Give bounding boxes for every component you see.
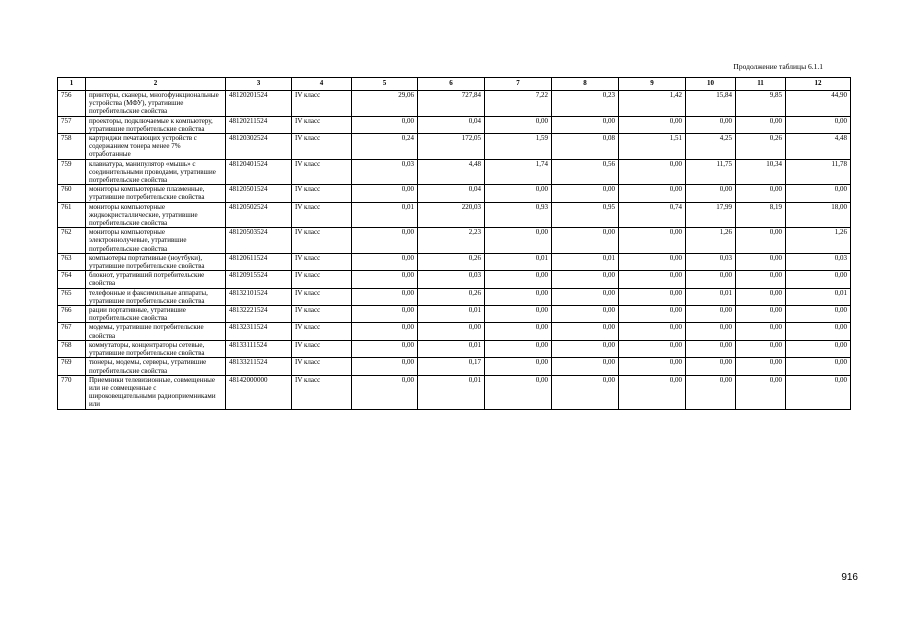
table-row <box>58 288 851 305</box>
value-cell: 0,00 <box>736 375 786 409</box>
value-cell: 0,00 <box>552 375 619 409</box>
value-cell: 0,00 <box>786 375 851 409</box>
hazard-class-cell: IV класс <box>292 288 352 305</box>
hazard-class-cell: IV класс <box>292 306 352 323</box>
value-cell: 0,00 <box>485 116 552 133</box>
value-cell: 15,84 <box>686 91 736 117</box>
value-cell: 0,03 <box>352 159 418 185</box>
fkko-code-cell: 48120503524 <box>226 228 292 254</box>
value-cell: 0,00 <box>352 306 418 323</box>
value-cell: 0,00 <box>552 288 619 305</box>
value-cell: 0,00 <box>552 306 619 323</box>
value-cell: 0,00 <box>352 228 418 254</box>
value-cell: 0,93 <box>485 202 552 228</box>
value-cell: 0,01 <box>352 202 418 228</box>
value-cell: 0,00 <box>485 375 552 409</box>
fkko-code-cell: 48120401524 <box>226 159 292 185</box>
value-cell: 44,90 <box>786 91 851 117</box>
value-cell: 0,01 <box>418 375 485 409</box>
value-cell: 11,75 <box>686 159 736 185</box>
value-cell: 0,00 <box>736 358 786 375</box>
column-header: 1 <box>58 78 86 91</box>
hazard-class-cell: IV класс <box>292 159 352 185</box>
hazard-class-cell: IV класс <box>292 91 352 117</box>
value-cell: 29,06 <box>352 91 418 117</box>
value-cell: 0,00 <box>786 271 851 288</box>
value-cell: 0,00 <box>552 185 619 202</box>
value-cell: 0,00 <box>619 159 686 185</box>
value-cell: 0,00 <box>352 323 418 340</box>
table-row <box>58 116 851 133</box>
waste-name-cell: мониторы компьютерные плазменные, утратившие потребительские свойства <box>86 185 226 202</box>
value-cell: 0,01 <box>418 340 485 357</box>
waste-name-cell: картриджи печатающих устройств с содержанием тонера менее 7% отработанные <box>86 134 226 160</box>
table-row <box>58 253 851 270</box>
waste-name-cell: блокнот, утративший потребительские свойства <box>86 271 226 288</box>
row-number-cell: 763 <box>58 253 86 270</box>
value-cell: 0,00 <box>619 375 686 409</box>
value-cell: 0,00 <box>619 228 686 254</box>
value-cell: 0,01 <box>418 306 485 323</box>
column-header: 9 <box>619 78 686 91</box>
value-cell: 0,04 <box>418 116 485 133</box>
hazard-class-cell: IV класс <box>292 375 352 409</box>
value-cell: 0,00 <box>485 340 552 357</box>
fkko-code-cell: 48133111524 <box>226 340 292 357</box>
row-number-cell: 761 <box>58 202 86 228</box>
waste-name-cell: коммутаторы, концентраторы сетевые, утратившие потребительские свойства <box>86 340 226 357</box>
fkko-code-cell: 48120211524 <box>226 116 292 133</box>
table-row <box>58 358 851 375</box>
value-cell: 11,78 <box>786 159 851 185</box>
hazard-class-cell: IV класс <box>292 358 352 375</box>
value-cell: 0,00 <box>786 340 851 357</box>
value-cell: 0,00 <box>686 185 736 202</box>
value-cell: 0,00 <box>352 271 418 288</box>
value-cell: 1,59 <box>485 134 552 160</box>
value-cell: 4,48 <box>418 159 485 185</box>
value-cell: 0,00 <box>686 375 736 409</box>
value-cell: 0,01 <box>552 253 619 270</box>
value-cell: 9,85 <box>736 91 786 117</box>
value-cell: 0,00 <box>736 340 786 357</box>
fkko-code-cell: 48132101524 <box>226 288 292 305</box>
table-row <box>58 159 851 185</box>
row-number-cell: 760 <box>58 185 86 202</box>
column-header: 8 <box>552 78 619 91</box>
column-header: 4 <box>292 78 352 91</box>
value-cell: 220,03 <box>418 202 485 228</box>
fkko-code-cell: 48132221524 <box>226 306 292 323</box>
value-cell: 0,00 <box>418 323 485 340</box>
hazard-class-cell: IV класс <box>292 340 352 357</box>
table-row <box>58 271 851 288</box>
hazard-class-cell: IV класс <box>292 271 352 288</box>
waste-name-cell: телефонные и факсимильные аппараты, утратившие потребительские свойства <box>86 288 226 305</box>
waste-name-cell: принтеры, сканеры, многофункциональные устройства (МФУ), утратившие потребительские свойства <box>86 91 226 117</box>
value-cell: 0,00 <box>786 358 851 375</box>
table-row <box>58 91 851 117</box>
value-cell: 0,00 <box>352 340 418 357</box>
value-cell: 0,56 <box>552 159 619 185</box>
value-cell: 0,00 <box>352 375 418 409</box>
waste-name-cell: компьютеры портативные (ноутбуки), утратившие потребительские свойства <box>86 253 226 270</box>
value-cell: 1,42 <box>619 91 686 117</box>
row-number-cell: 757 <box>58 116 86 133</box>
value-cell: 0,00 <box>619 116 686 133</box>
table-row <box>58 375 851 409</box>
value-cell: 172,05 <box>418 134 485 160</box>
value-cell: 0,00 <box>736 271 786 288</box>
value-cell: 0,00 <box>786 185 851 202</box>
row-number-cell: 768 <box>58 340 86 357</box>
waste-name-cell: мониторы компьютерные жидкокристаллические, утратившие потребительские свойства <box>86 202 226 228</box>
row-number-cell: 765 <box>58 288 86 305</box>
waste-name-cell: рации портативные, утратившие потребительские свойства <box>86 306 226 323</box>
column-header: 5 <box>352 78 418 91</box>
value-cell: 0,00 <box>485 288 552 305</box>
value-cell: 0,00 <box>736 228 786 254</box>
column-header: 2 <box>86 78 226 91</box>
row-number-cell: 769 <box>58 358 86 375</box>
row-number-cell: 762 <box>58 228 86 254</box>
value-cell: 0,00 <box>552 358 619 375</box>
value-cell: 0,00 <box>736 323 786 340</box>
hazard-class-cell: IV класс <box>292 116 352 133</box>
value-cell: 0,01 <box>786 288 851 305</box>
value-cell: 0,00 <box>552 340 619 357</box>
fkko-code-cell: 48120302524 <box>226 134 292 160</box>
value-cell: 0,00 <box>736 253 786 270</box>
value-cell: 0,74 <box>619 202 686 228</box>
table-row <box>58 134 851 160</box>
value-cell: 18,00 <box>786 202 851 228</box>
value-cell: 0,00 <box>686 116 736 133</box>
row-number-cell: 764 <box>58 271 86 288</box>
table-row <box>58 306 851 323</box>
value-cell: 10,34 <box>736 159 786 185</box>
value-cell: 0,03 <box>686 253 736 270</box>
value-cell: 0,00 <box>552 228 619 254</box>
hazard-class-cell: IV класс <box>292 185 352 202</box>
table-row <box>58 202 851 228</box>
value-cell: 0,00 <box>736 288 786 305</box>
value-cell: 0,00 <box>352 185 418 202</box>
column-header: 10 <box>686 78 736 91</box>
value-cell: 0,00 <box>786 323 851 340</box>
value-cell: 0,00 <box>552 271 619 288</box>
value-cell: 0,00 <box>352 358 418 375</box>
value-cell: 727,84 <box>418 91 485 117</box>
waste-name-cell: клавиатура, манипулятор «мышь» с соединительными проводами, утратившие потребительские свойства <box>86 159 226 185</box>
waste-name-cell: мониторы компьютерные электроннолучевые, утратившие потребительские свойства <box>86 228 226 254</box>
value-cell: 0,00 <box>619 185 686 202</box>
value-cell: 0,00 <box>736 116 786 133</box>
value-cell: 0,00 <box>686 340 736 357</box>
value-cell: 0,00 <box>686 323 736 340</box>
row-number-cell: 758 <box>58 134 86 160</box>
value-cell: 1,74 <box>485 159 552 185</box>
waste-name-cell: тюнеры, модемы, серверы, утратившие потребительские свойства <box>86 358 226 375</box>
waste-name-cell: Приемники телевизионные, совмещенные или не совмещенные с широковещательными радиоприемниками или <box>86 375 226 409</box>
value-cell: 0,00 <box>619 288 686 305</box>
hazard-class-cell: IV класс <box>292 228 352 254</box>
row-number-cell: 767 <box>58 323 86 340</box>
value-cell: 0,00 <box>619 253 686 270</box>
value-cell: 0,00 <box>485 306 552 323</box>
value-cell: 0,04 <box>418 185 485 202</box>
value-cell: 0,00 <box>619 306 686 323</box>
value-cell: 0,00 <box>485 228 552 254</box>
value-cell: 0,00 <box>619 323 686 340</box>
value-cell: 0,00 <box>736 185 786 202</box>
value-cell: 4,25 <box>686 134 736 160</box>
value-cell: 0,00 <box>619 340 686 357</box>
value-cell: 0,00 <box>786 116 851 133</box>
fkko-code-cell: 48120502524 <box>226 202 292 228</box>
value-cell: 0,24 <box>352 134 418 160</box>
row-number-cell: 770 <box>58 375 86 409</box>
value-cell: 2,23 <box>418 228 485 254</box>
value-cell: 0,00 <box>686 358 736 375</box>
value-cell: 0,01 <box>686 288 736 305</box>
fkko-code-cell: 48133211524 <box>226 358 292 375</box>
page-number: 916 <box>841 572 858 583</box>
value-cell: 0,00 <box>352 253 418 270</box>
value-cell: 0,00 <box>786 306 851 323</box>
fkko-code-cell: 48120611524 <box>226 253 292 270</box>
value-cell: 1,26 <box>786 228 851 254</box>
table-row <box>58 228 851 254</box>
value-cell: 0,08 <box>552 134 619 160</box>
value-cell: 1,51 <box>619 134 686 160</box>
value-cell: 0,00 <box>352 288 418 305</box>
value-cell: 0,00 <box>352 116 418 133</box>
value-cell: 0,00 <box>485 323 552 340</box>
value-cell: 0,00 <box>552 116 619 133</box>
hazard-class-cell: IV класс <box>292 202 352 228</box>
row-number-cell: 759 <box>58 159 86 185</box>
value-cell: 0,23 <box>552 91 619 117</box>
value-cell: 8,19 <box>736 202 786 228</box>
hazard-class-cell: IV класс <box>292 134 352 160</box>
fkko-code-cell: 48120501524 <box>226 185 292 202</box>
column-header: 11 <box>736 78 786 91</box>
column-header: 7 <box>485 78 552 91</box>
column-header: 6 <box>418 78 485 91</box>
value-cell: 7,22 <box>485 91 552 117</box>
value-cell: 0,00 <box>552 323 619 340</box>
value-cell: 0,00 <box>619 271 686 288</box>
value-cell: 0,00 <box>485 271 552 288</box>
table-continuation-caption: Продолжение таблицы 6.1.1 <box>733 62 823 71</box>
value-cell: 0,26 <box>736 134 786 160</box>
value-cell: 1,26 <box>686 228 736 254</box>
table-row <box>58 185 851 202</box>
value-cell: 0,00 <box>736 306 786 323</box>
value-cell: 0,03 <box>786 253 851 270</box>
value-cell: 0,01 <box>485 253 552 270</box>
row-number-cell: 756 <box>58 91 86 117</box>
value-cell: 0,00 <box>686 271 736 288</box>
value-cell: 0,00 <box>485 358 552 375</box>
fkko-code-cell: 48142000000 <box>226 375 292 409</box>
value-cell: 0,95 <box>552 202 619 228</box>
table-row <box>58 323 851 340</box>
column-header: 12 <box>786 78 851 91</box>
fkko-code-cell: 48120201524 <box>226 91 292 117</box>
waste-table <box>57 77 851 410</box>
value-cell: 0,26 <box>418 288 485 305</box>
table-row <box>58 340 851 357</box>
row-number-cell: 766 <box>58 306 86 323</box>
waste-name-cell: проекторы, подключаемые к компьютеру, утратившие потребительские свойства <box>86 116 226 133</box>
value-cell: 0,26 <box>418 253 485 270</box>
hazard-class-cell: IV класс <box>292 253 352 270</box>
value-cell: 0,17 <box>418 358 485 375</box>
column-header: 3 <box>226 78 292 91</box>
value-cell: 17,99 <box>686 202 736 228</box>
waste-name-cell: модемы, утратившие потребительские свойства <box>86 323 226 340</box>
value-cell: 0,00 <box>485 185 552 202</box>
table-header-row <box>58 78 851 91</box>
hazard-class-cell: IV класс <box>292 323 352 340</box>
value-cell: 0,03 <box>418 271 485 288</box>
value-cell: 0,00 <box>619 358 686 375</box>
value-cell: 0,00 <box>686 306 736 323</box>
fkko-code-cell: 48132311524 <box>226 323 292 340</box>
fkko-code-cell: 48120915524 <box>226 271 292 288</box>
value-cell: 4,48 <box>786 134 851 160</box>
